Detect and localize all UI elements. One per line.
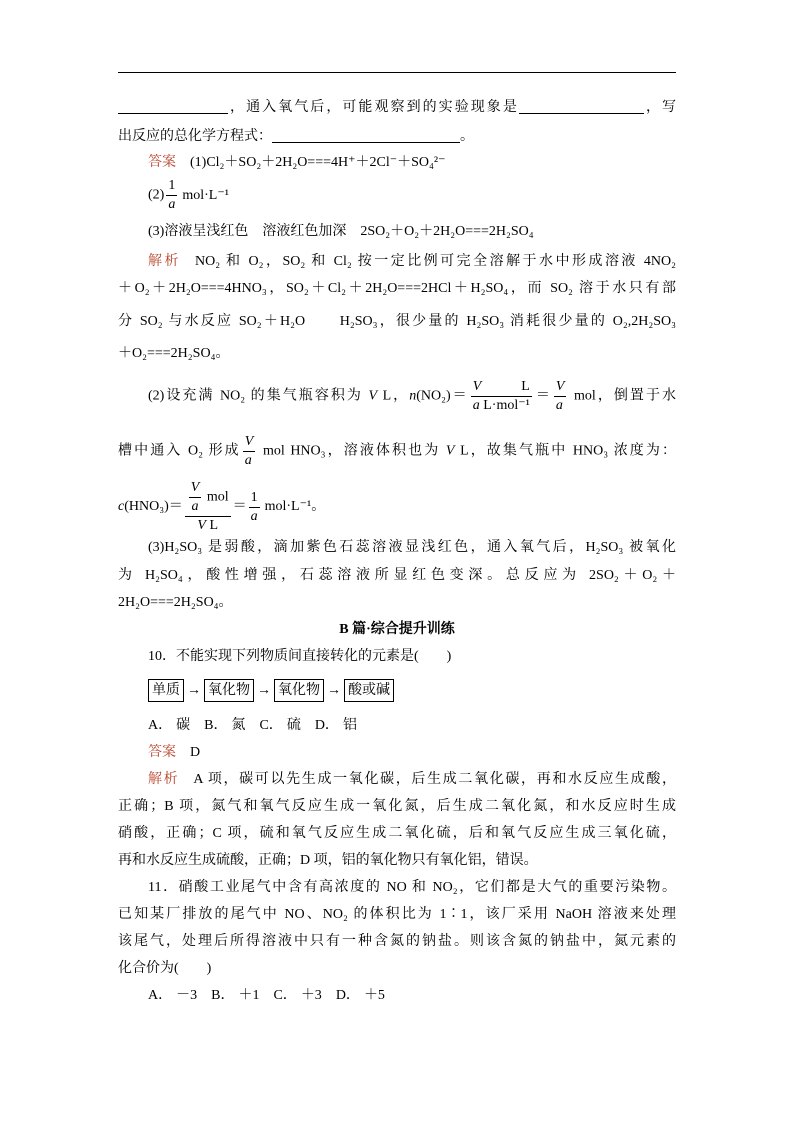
- text-run: A 项，碳可以先生成一氧化碳，后生成二氧化碳，再和水反应生成酸，: [193, 772, 676, 787]
- answer-blank: [118, 97, 228, 114]
- option-b: [204, 718, 245, 733]
- fraction-numerator: [185, 480, 231, 517]
- fraction-denominator: a: [244, 453, 252, 468]
- text-run: 正确；B 项，氮气和氧气反应生成一氧化氮，后生成二氧化氮，和水反应时生成: [118, 799, 676, 814]
- fraction-numerator: V: [189, 480, 202, 498]
- option-b: [211, 988, 259, 1003]
- text-run: ＋O₂===2H₂SO₄。: [118, 346, 230, 361]
- fraction-denominator: a: [555, 398, 563, 413]
- text-run: (3)溶液呈浅红色 溶液红色加深 2SO₂＋O₂＋2H₂O===2H₂SO₄: [148, 224, 534, 239]
- option-c: [259, 718, 300, 733]
- text-run: 出反应的总化学方程式：: [118, 129, 272, 144]
- fraction-denominator: [185, 517, 231, 534]
- arrow-icon: →: [187, 682, 201, 698]
- section-title: B 篇·综合提升训练: [339, 622, 455, 637]
- question10-stem: [148, 646, 676, 668]
- analysis10-line-1: [148, 769, 676, 791]
- text-run: (1)Cl₂＋SO₂＋2H₂O===4H⁺＋2Cl⁻＋SO₄²⁻: [190, 155, 446, 170]
- analysis9-line-3: [118, 311, 676, 333]
- question10-options: [148, 715, 676, 737]
- flow-box-oxide: 氧化物: [274, 679, 324, 702]
- arrow-icon: →: [327, 682, 341, 698]
- question11-options: [148, 985, 676, 1007]
- variable: c: [118, 499, 125, 515]
- fraction-denominator: a: [168, 197, 176, 212]
- flow-box-oxide: 氧化物: [204, 679, 254, 702]
- answer-blank: [272, 126, 460, 143]
- option-text: 碳: [176, 718, 191, 733]
- text-run: 再和水反应生成硫酸，正确；D 项，铝的氧化物只有氧化铝，错误。: [118, 853, 538, 868]
- fraction-numerator: 1: [249, 490, 260, 508]
- analysis9-part2-line-3: [118, 480, 676, 534]
- option-text: 硫: [286, 718, 301, 733]
- text-run: 11．硝酸工业尾气中含有高浓度的 NO 和 NO₂，它们都是大气的重要污染物。: [148, 880, 676, 895]
- analysis9-part3-line-2: [118, 565, 676, 587]
- fraction-numerator: 1: [166, 178, 177, 196]
- text-run: mol HNO₃，溶液体积也为: [257, 443, 446, 459]
- fraction: [185, 480, 231, 534]
- answer10: [148, 742, 676, 764]
- text-run: mol·L⁻¹。: [264, 499, 326, 515]
- text-run: 硝酸，正确；C 项，硫和氧气反应生成二氧化硫，后和氧气反应生成三氧化硫，: [118, 826, 676, 841]
- question9-line-1: [118, 97, 676, 119]
- header-rule: [118, 72, 676, 73]
- question9-line-2: [118, 126, 676, 148]
- analysis-label: 解析: [148, 254, 181, 269]
- fraction-denominator: a: [191, 499, 199, 514]
- fraction-numerator: [471, 379, 532, 397]
- variable: V: [368, 388, 378, 404]
- answer-label: 答案: [148, 745, 176, 760]
- unit: mol·L⁻¹: [182, 187, 229, 203]
- text-run: 。: [460, 129, 474, 144]
- answer9-part-3: [148, 221, 676, 243]
- text-run: 该尾气，处理后所得溶液中只有一种含氮的钠盐。则该含氮的钠盐中，氮元素的: [118, 934, 676, 949]
- option-text: ＋5: [363, 988, 385, 1003]
- analysis9-part2-line-2: [118, 434, 676, 469]
- conversion-flow: [148, 679, 676, 702]
- option-a: [148, 988, 197, 1003]
- text-run: L，故集气瓶中 HNO₃ 浓度为：: [454, 443, 676, 459]
- text-run: mol，倒置于水: [568, 388, 676, 404]
- text-run: 已知某厂排放的尾气中 NO、NO₂ 的体积比为 1∶1，该厂采用 NaOH 溶液来处理: [118, 907, 676, 922]
- answer9-part-2: [148, 178, 676, 213]
- text-run: (2)设充满 NO₂ 的集气瓶容积为: [148, 388, 369, 404]
- question11-line-2: [118, 904, 676, 926]
- text-run: 10．不能实现下列物质间直接转化的元素是( ): [148, 649, 452, 664]
- analysis10-line-3: [118, 823, 676, 845]
- option-text: ＋1: [238, 988, 260, 1003]
- unit: L: [481, 379, 530, 394]
- option-letter: D．: [335, 988, 360, 1003]
- analysis9-part3-line-1: [148, 537, 676, 559]
- analysis10-line-2: [118, 796, 676, 818]
- text-run: 2H₂O===2H₂SO₄。: [118, 595, 233, 610]
- question11-line-4: [118, 958, 676, 980]
- text-run: L，: [377, 388, 410, 404]
- text-run: (2): [148, 187, 165, 203]
- text-run: ，通入氧气后，可能观察到的实验现象是: [228, 100, 519, 115]
- question11-line-1: [148, 877, 676, 899]
- fraction-numerator: V: [554, 379, 567, 397]
- answer-label: 答案: [148, 155, 176, 170]
- option-text: ＋3: [300, 988, 322, 1003]
- unit: mol: [203, 489, 229, 505]
- fraction: [243, 434, 256, 469]
- analysis9-part2-line-1: [148, 379, 676, 414]
- text-run: (3)H₂SO₃ 是弱酸，滴加紫色石蕊溶液显浅红色，通入氧气后，H₂SO₃ 被氧化: [148, 540, 676, 555]
- fraction: [249, 490, 260, 525]
- option-letter: B．: [204, 718, 228, 733]
- analysis9-part3-line-3: [118, 592, 676, 614]
- option-c: [273, 988, 321, 1003]
- option-letter: B．: [211, 988, 235, 1003]
- text-run: 化合价为( ): [118, 961, 212, 976]
- unit: L·mol⁻¹: [479, 398, 530, 413]
- variable: V: [197, 518, 206, 533]
- flow-box-acid-or-base: 酸或碱: [344, 679, 394, 702]
- option-letter: A．: [148, 718, 173, 733]
- question11-line-3: [118, 931, 676, 953]
- text-run: (HNO₃)＝: [124, 499, 183, 515]
- fraction: [166, 178, 177, 213]
- variable: V: [445, 443, 455, 459]
- analysis9-line-1: [148, 251, 676, 273]
- fraction-numerator: V: [243, 434, 256, 452]
- fraction-denominator: [471, 397, 532, 414]
- answer9-part-1: [148, 152, 676, 174]
- variable: V: [472, 379, 482, 394]
- text-run: 槽中通入 O₂ 形成: [118, 443, 241, 459]
- variable: n: [409, 388, 417, 404]
- arrow-icon: →: [257, 682, 271, 698]
- option-d: [336, 988, 385, 1003]
- option-text: －3: [176, 988, 198, 1003]
- analysis-label: 解析: [148, 772, 180, 787]
- text-run: ＋O₂＋2H₂O===4HNO₃，SO₂＋Cl₂＋2H₂O===2HCl＋H₂SO₄，而 SO₂ 溶于水只有部: [118, 281, 676, 296]
- analysis10-line-4: [118, 850, 676, 872]
- text-run: ，写: [643, 100, 677, 115]
- flow-box-element: 单质: [148, 679, 184, 702]
- answer-blank: [519, 97, 644, 114]
- fraction: [554, 379, 567, 414]
- text-run: 为 H₂SO₄，酸性增强，石蕊溶液所显红色变深。总反应为 2SO₂＋O₂＋: [118, 568, 676, 583]
- equals-sign: ＝: [232, 499, 247, 515]
- fraction-denominator: a: [250, 508, 258, 524]
- option-letter: C．: [259, 718, 283, 733]
- option-text: 氮: [231, 718, 246, 733]
- text-run: NO₂ 和 O₂，SO₂ 和 Cl₂ 按一定比例可完全溶解于水中形成溶液 4NO₂: [194, 254, 676, 269]
- analysis9-line-4: [118, 343, 676, 365]
- fraction: [189, 480, 202, 515]
- option-letter: A．: [148, 988, 173, 1003]
- text-run: (NO₂)＝: [416, 388, 469, 404]
- option-a: [148, 718, 190, 733]
- text-run: 分 SO₂ 与水反应 SO₂＋H₂O H₂SO₃，很少量的 H₂SO₃ 消耗很少量的 O₂,2H₂SO₃: [118, 314, 676, 329]
- variable: a: [472, 398, 480, 413]
- equals-sign: ＝: [533, 388, 552, 404]
- option-text: 铝: [342, 718, 357, 733]
- analysis9-line-2: [118, 278, 676, 300]
- unit: L: [205, 518, 218, 533]
- option-letter: D．: [314, 718, 339, 733]
- fraction: [471, 379, 532, 414]
- option-d: [315, 718, 357, 733]
- option-letter: C．: [273, 988, 297, 1003]
- answer-value: D: [190, 745, 201, 760]
